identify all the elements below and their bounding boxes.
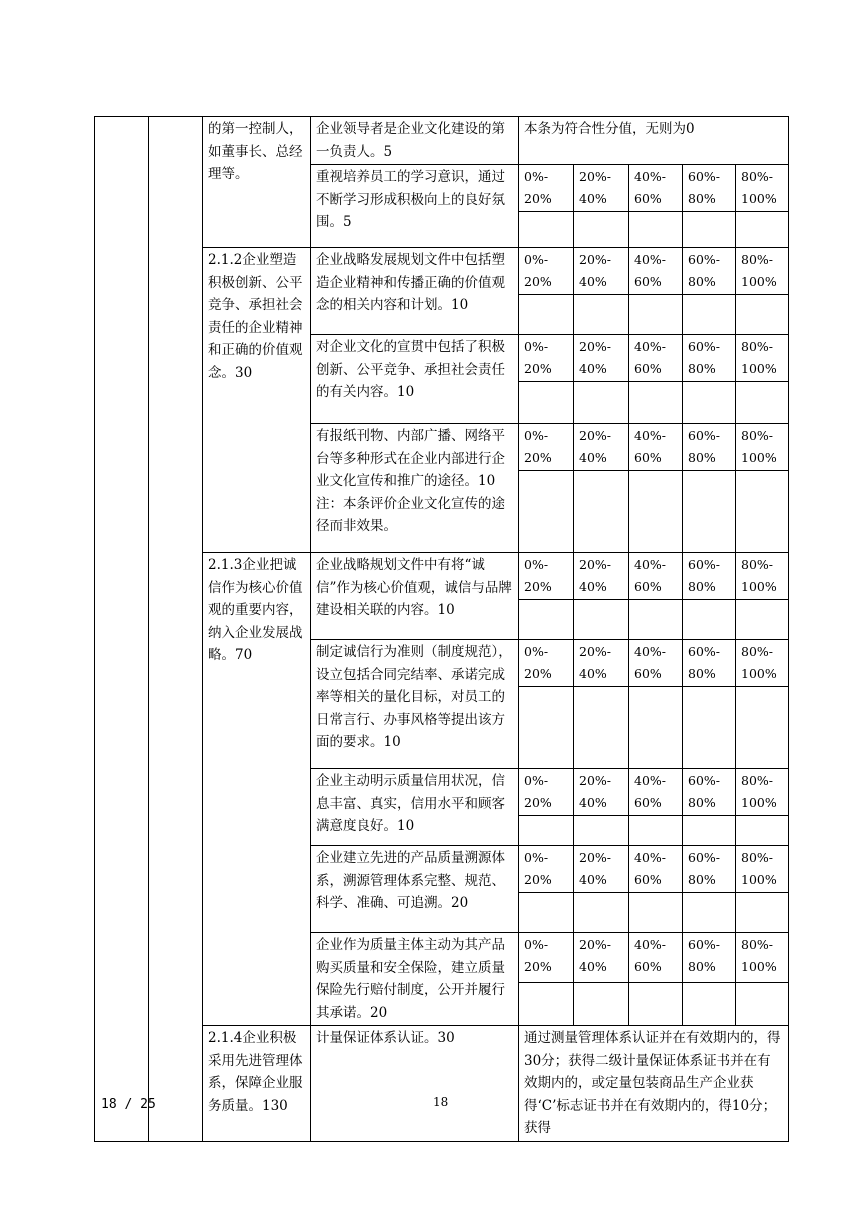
score-cell: [683, 893, 736, 933]
score-cell: [683, 687, 736, 769]
score-cell: [683, 471, 736, 553]
range-20-40: 20%- 40%: [574, 424, 629, 471]
score-cell: [574, 600, 629, 640]
range-20-40: 20%- 40%: [574, 846, 629, 893]
criterion-metrology-certification: 计量保证体系认证。30: [311, 1026, 519, 1142]
criterion-integrity-core-value: 企业战略规划文件中有将“诚信”作为核心价值观，诚信与品牌建设相关联的内容。10: [311, 553, 519, 640]
range-20-40: 20%- 40%: [574, 335, 629, 382]
score-cell: [736, 893, 789, 933]
score-cell: [574, 983, 629, 1026]
score-cell: [683, 600, 736, 640]
range-60-80: 60%- 80%: [683, 553, 736, 600]
score-cell: [574, 471, 629, 553]
range-60-80: 60%- 80%: [683, 335, 736, 382]
range-60-80: 60%- 80%: [683, 248, 736, 295]
criterion-quality-credit: 企业主动明示质量信用状况，信息丰富、真实，信用水平和顾客满意度良好。10: [311, 769, 519, 846]
range-0-20: 0%- 20%: [519, 424, 574, 471]
item-cell-2-1-1: 的第一控制人，如董事长、总经理等。: [203, 117, 311, 248]
score-cell: [629, 983, 683, 1026]
range-20-40: 20%- 40%: [574, 769, 629, 816]
range-0-20: 0%- 20%: [519, 553, 574, 600]
score-cell: [736, 295, 789, 335]
range-40-60: 40%- 60%: [629, 424, 683, 471]
range-60-80: 60%- 80%: [683, 640, 736, 687]
evaluation-table: [94, 116, 789, 1142]
range-20-40: 20%- 40%: [574, 640, 629, 687]
range-80-100: 80%- 100%: [736, 335, 789, 382]
score-cell: [519, 816, 574, 846]
score-cell: [736, 600, 789, 640]
item-cell-2-1-2: 2.1.2企业塑造积极创新、公平竞争、承担社会责任的企业精神和正确的价值观念。30: [203, 248, 311, 553]
category-cell: [95, 117, 149, 1142]
criterion-strategy-plan: 企业战略发展规划文件中包括塑造企业精神和传播正确的价值观念的相关内容和计划。10: [311, 248, 519, 335]
criterion-promotion-channels: [311, 424, 519, 553]
item-cell-2-1-4: 2.1.4企业积极采用先进管理体系，保障企业服务质量。130: [203, 1026, 311, 1142]
range-80-100: 80%- 100%: [736, 165, 789, 212]
score-cell: [683, 983, 736, 1026]
criterion-learning-awareness: 重视培养员工的学习意识，通过不断学习形成积极向上的良好氛围。5: [311, 165, 519, 248]
criterion-leader-responsibility: 企业领导者是企业文化建设的第一负责人。5: [311, 117, 519, 165]
criterion-integrity-code: 制定诚信行为准则（制度规范），设立包括合同完结率、承诺完成率等相关的量化目标，对员工的日常言行、办事风格等提出该方面的要求。10: [311, 640, 519, 769]
score-cell: [629, 212, 683, 248]
score-cell: [736, 687, 789, 769]
range-0-20: 0%- 20%: [519, 335, 574, 382]
score-cell: [519, 382, 574, 424]
range-80-100: 80%- 100%: [736, 846, 789, 893]
score-cell: [683, 295, 736, 335]
scoring-rule-metrology: 通过测量管理体系认证并在有效期内的，得30分；获得二级计量保证体系证书并在有效期内的，或定量包装商品生产企业获得‘C’标志证书并在有效期内的，得10分；获得: [519, 1026, 789, 1142]
range-40-60: 40%- 60%: [629, 933, 683, 983]
score-cell: [629, 893, 683, 933]
item-cell-2-1-3: 2.1.3企业把诚信作为核心价值观的重要内容，纳入企业发展战略。70: [203, 553, 311, 1026]
score-cell: [736, 471, 789, 553]
range-20-40: 20%- 40%: [574, 553, 629, 600]
score-cell: [736, 816, 789, 846]
criterion-text: 有报纸刊物、内部广播、网络平台等多种形式在企业内部进行企业文化宣传和推广的途径。10: [316, 428, 505, 489]
page-indicator: 18 / 25: [101, 1097, 156, 1112]
range-80-100: 80%- 100%: [736, 933, 789, 983]
range-20-40: 20%- 40%: [574, 165, 629, 212]
score-cell: [574, 816, 629, 846]
score-cell: [519, 295, 574, 335]
range-40-60: 40%- 60%: [629, 335, 683, 382]
page-number: 18: [433, 1095, 449, 1109]
score-cell: [519, 687, 574, 769]
range-40-60: 40%- 60%: [629, 248, 683, 295]
range-40-60: 40%- 60%: [629, 165, 683, 212]
score-cell: [629, 471, 683, 553]
range-80-100: 80%- 100%: [736, 424, 789, 471]
score-cell: [629, 816, 683, 846]
range-80-100: 80%- 100%: [736, 553, 789, 600]
score-cell: [629, 600, 683, 640]
score-cell: [629, 687, 683, 769]
range-60-80: 60%- 80%: [683, 165, 736, 212]
range-80-100: 80%- 100%: [736, 769, 789, 816]
range-60-80: 60%- 80%: [683, 769, 736, 816]
scoring-rule-conformity: 本条为符合性分值，无则为0: [519, 117, 789, 165]
criterion-quality-insurance: 企业作为质量主体主动为其产品购买质量和安全保险，建立质量保险先行赔付制度，公开并履行其承诺。20: [311, 933, 519, 1026]
subcategory-cell: [149, 117, 203, 1142]
score-cell: [519, 471, 574, 553]
criterion-traceability: 企业建立先进的产品质量溯源体系，溯源管理体系完整、规范、科学、准确、可追溯。20: [311, 846, 519, 933]
range-40-60: 40%- 60%: [629, 846, 683, 893]
score-cell: [574, 382, 629, 424]
range-0-20: 0%- 20%: [519, 769, 574, 816]
score-cell: [629, 382, 683, 424]
range-60-80: 60%- 80%: [683, 933, 736, 983]
score-cell: [736, 983, 789, 1026]
range-0-20: 0%- 20%: [519, 933, 574, 983]
range-0-20: 0%- 20%: [519, 248, 574, 295]
score-cell: [574, 893, 629, 933]
score-cell: [683, 382, 736, 424]
range-80-100: 80%- 100%: [736, 248, 789, 295]
range-80-100: 80%- 100%: [736, 640, 789, 687]
score-cell: [519, 212, 574, 248]
range-40-60: 40%- 60%: [629, 769, 683, 816]
range-40-60: 40%- 60%: [629, 553, 683, 600]
range-20-40: 20%- 40%: [574, 248, 629, 295]
score-cell: [519, 600, 574, 640]
score-cell: [574, 212, 629, 248]
score-cell: [736, 212, 789, 248]
range-40-60: 40%- 60%: [629, 640, 683, 687]
range-60-80: 60%- 80%: [683, 846, 736, 893]
range-0-20: 0%- 20%: [519, 640, 574, 687]
range-0-20: 0%- 20%: [519, 846, 574, 893]
criterion-note: 注：本条评价企业文化宣传的途径而非效果。: [316, 495, 505, 534]
score-cell: [683, 212, 736, 248]
score-cell: [736, 382, 789, 424]
score-cell: [629, 295, 683, 335]
range-0-20: 0%- 20%: [519, 165, 574, 212]
score-cell: [683, 816, 736, 846]
score-cell: [574, 295, 629, 335]
score-cell: [519, 893, 574, 933]
range-60-80: 60%- 80%: [683, 424, 736, 471]
range-20-40: 20%- 40%: [574, 933, 629, 983]
criterion-culture-promotion: 对企业文化的宣贯中包括了积极创新、公平竞争、承担社会责任的有关内容。10: [311, 335, 519, 424]
score-cell: [519, 983, 574, 1026]
score-cell: [574, 687, 629, 769]
